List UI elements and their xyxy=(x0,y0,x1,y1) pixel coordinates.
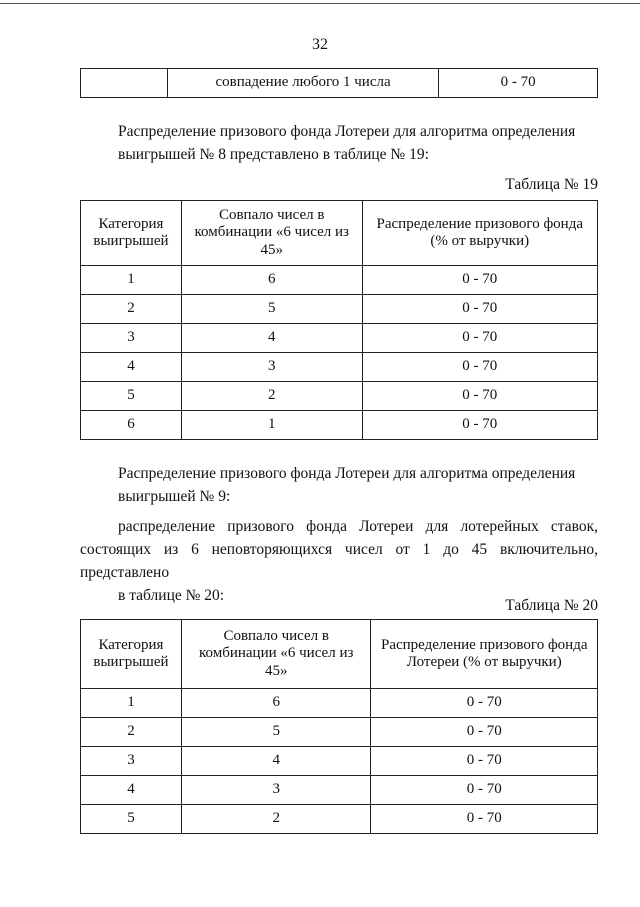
table-header-row xyxy=(81,201,598,266)
table-cell: 4 xyxy=(81,353,182,382)
table-cell: 0 - 70 xyxy=(439,69,598,98)
table-row xyxy=(81,689,598,718)
table-cell: 0 - 70 xyxy=(362,382,597,411)
table-row xyxy=(81,411,598,440)
table-cell: 5 xyxy=(81,805,182,834)
continued-table xyxy=(80,68,598,98)
paragraph-3 xyxy=(80,515,598,607)
table-cell: 0 - 70 xyxy=(371,776,598,805)
table-cell: 1 xyxy=(81,266,182,295)
paragraph-1 xyxy=(80,120,598,166)
table-cell: 2 xyxy=(181,382,362,411)
paragraph-line: состоящих из 6 неповторяющихся чисел от 1 до 45 включительно, представлено xyxy=(80,541,598,581)
table-cell: 3 xyxy=(181,776,371,805)
table-cell: 4 xyxy=(181,747,371,776)
table-cell: 0 - 70 xyxy=(371,718,598,747)
table-cell: 3 xyxy=(81,324,182,353)
table-row xyxy=(81,353,598,382)
paragraph-2 xyxy=(80,462,598,508)
table-cell: 3 xyxy=(181,353,362,382)
table-cell: совпадение любого 1 числа xyxy=(167,69,439,98)
table-cell: 2 xyxy=(81,295,182,324)
table-19-caption: Таблица № 19 xyxy=(505,176,598,193)
column-header: Распределение призового фонда (% от выручки) xyxy=(362,201,597,266)
table-cell: 3 xyxy=(81,747,182,776)
table-20 xyxy=(80,619,598,834)
table-19 xyxy=(80,200,598,440)
column-header: Совпало чисел в комбинации «6 чисел из 45» xyxy=(181,201,362,266)
column-header: Категория выигрышей xyxy=(81,620,182,689)
paragraph-line: распределение призового фонда Лотереи для лотерейных ставок, xyxy=(118,518,598,535)
column-header: Распределение призового фонда Лотереи (% от выручки) xyxy=(371,620,598,689)
column-header: Совпало чисел в комбинации «6 чисел из 45» xyxy=(181,620,371,689)
table-cell: 6 xyxy=(181,266,362,295)
table-cell xyxy=(81,69,168,98)
column-header: Категория выигрышей xyxy=(81,201,182,266)
table-cell: 2 xyxy=(81,718,182,747)
paragraph-line: в таблице № 20: xyxy=(118,587,225,604)
table-row xyxy=(81,295,598,324)
table-row xyxy=(81,324,598,353)
table-row xyxy=(81,69,598,98)
table-cell: 0 - 70 xyxy=(371,689,598,718)
table-row xyxy=(81,718,598,747)
table-cell: 1 xyxy=(81,689,182,718)
table-cell: 0 - 70 xyxy=(362,324,597,353)
table-cell: 0 - 70 xyxy=(362,353,597,382)
table-cell: 5 xyxy=(181,718,371,747)
paragraph-line: выигрышей № 9: xyxy=(118,488,231,505)
table-cell: 0 - 70 xyxy=(371,805,598,834)
page-number: 32 xyxy=(312,36,328,53)
paragraph-line: Распределение призового фонда Лотереи для алгоритма определения xyxy=(118,123,576,140)
table-header-row xyxy=(81,620,598,689)
table-cell: 6 xyxy=(181,689,371,718)
table-row xyxy=(81,776,598,805)
table-row xyxy=(81,805,598,834)
table-cell: 5 xyxy=(81,382,182,411)
table-row xyxy=(81,266,598,295)
table-row xyxy=(81,747,598,776)
table-cell: 2 xyxy=(181,805,371,834)
table-cell: 0 - 70 xyxy=(371,747,598,776)
table-row xyxy=(81,382,598,411)
table-cell: 5 xyxy=(181,295,362,324)
table-cell: 4 xyxy=(81,776,182,805)
paragraph-line: Распределение призового фонда Лотереи для алгоритма определения xyxy=(118,465,576,482)
table-cell: 6 xyxy=(81,411,182,440)
table-cell: 0 - 70 xyxy=(362,266,597,295)
table-cell: 0 - 70 xyxy=(362,295,597,324)
table-20-caption: Таблица № 20 xyxy=(505,597,598,614)
top-rule xyxy=(0,3,640,4)
table-cell: 0 - 70 xyxy=(362,411,597,440)
table-cell: 4 xyxy=(181,324,362,353)
table-cell: 1 xyxy=(181,411,362,440)
paragraph-line: выигрышей № 8 представлено в таблице № 19: xyxy=(118,146,429,163)
